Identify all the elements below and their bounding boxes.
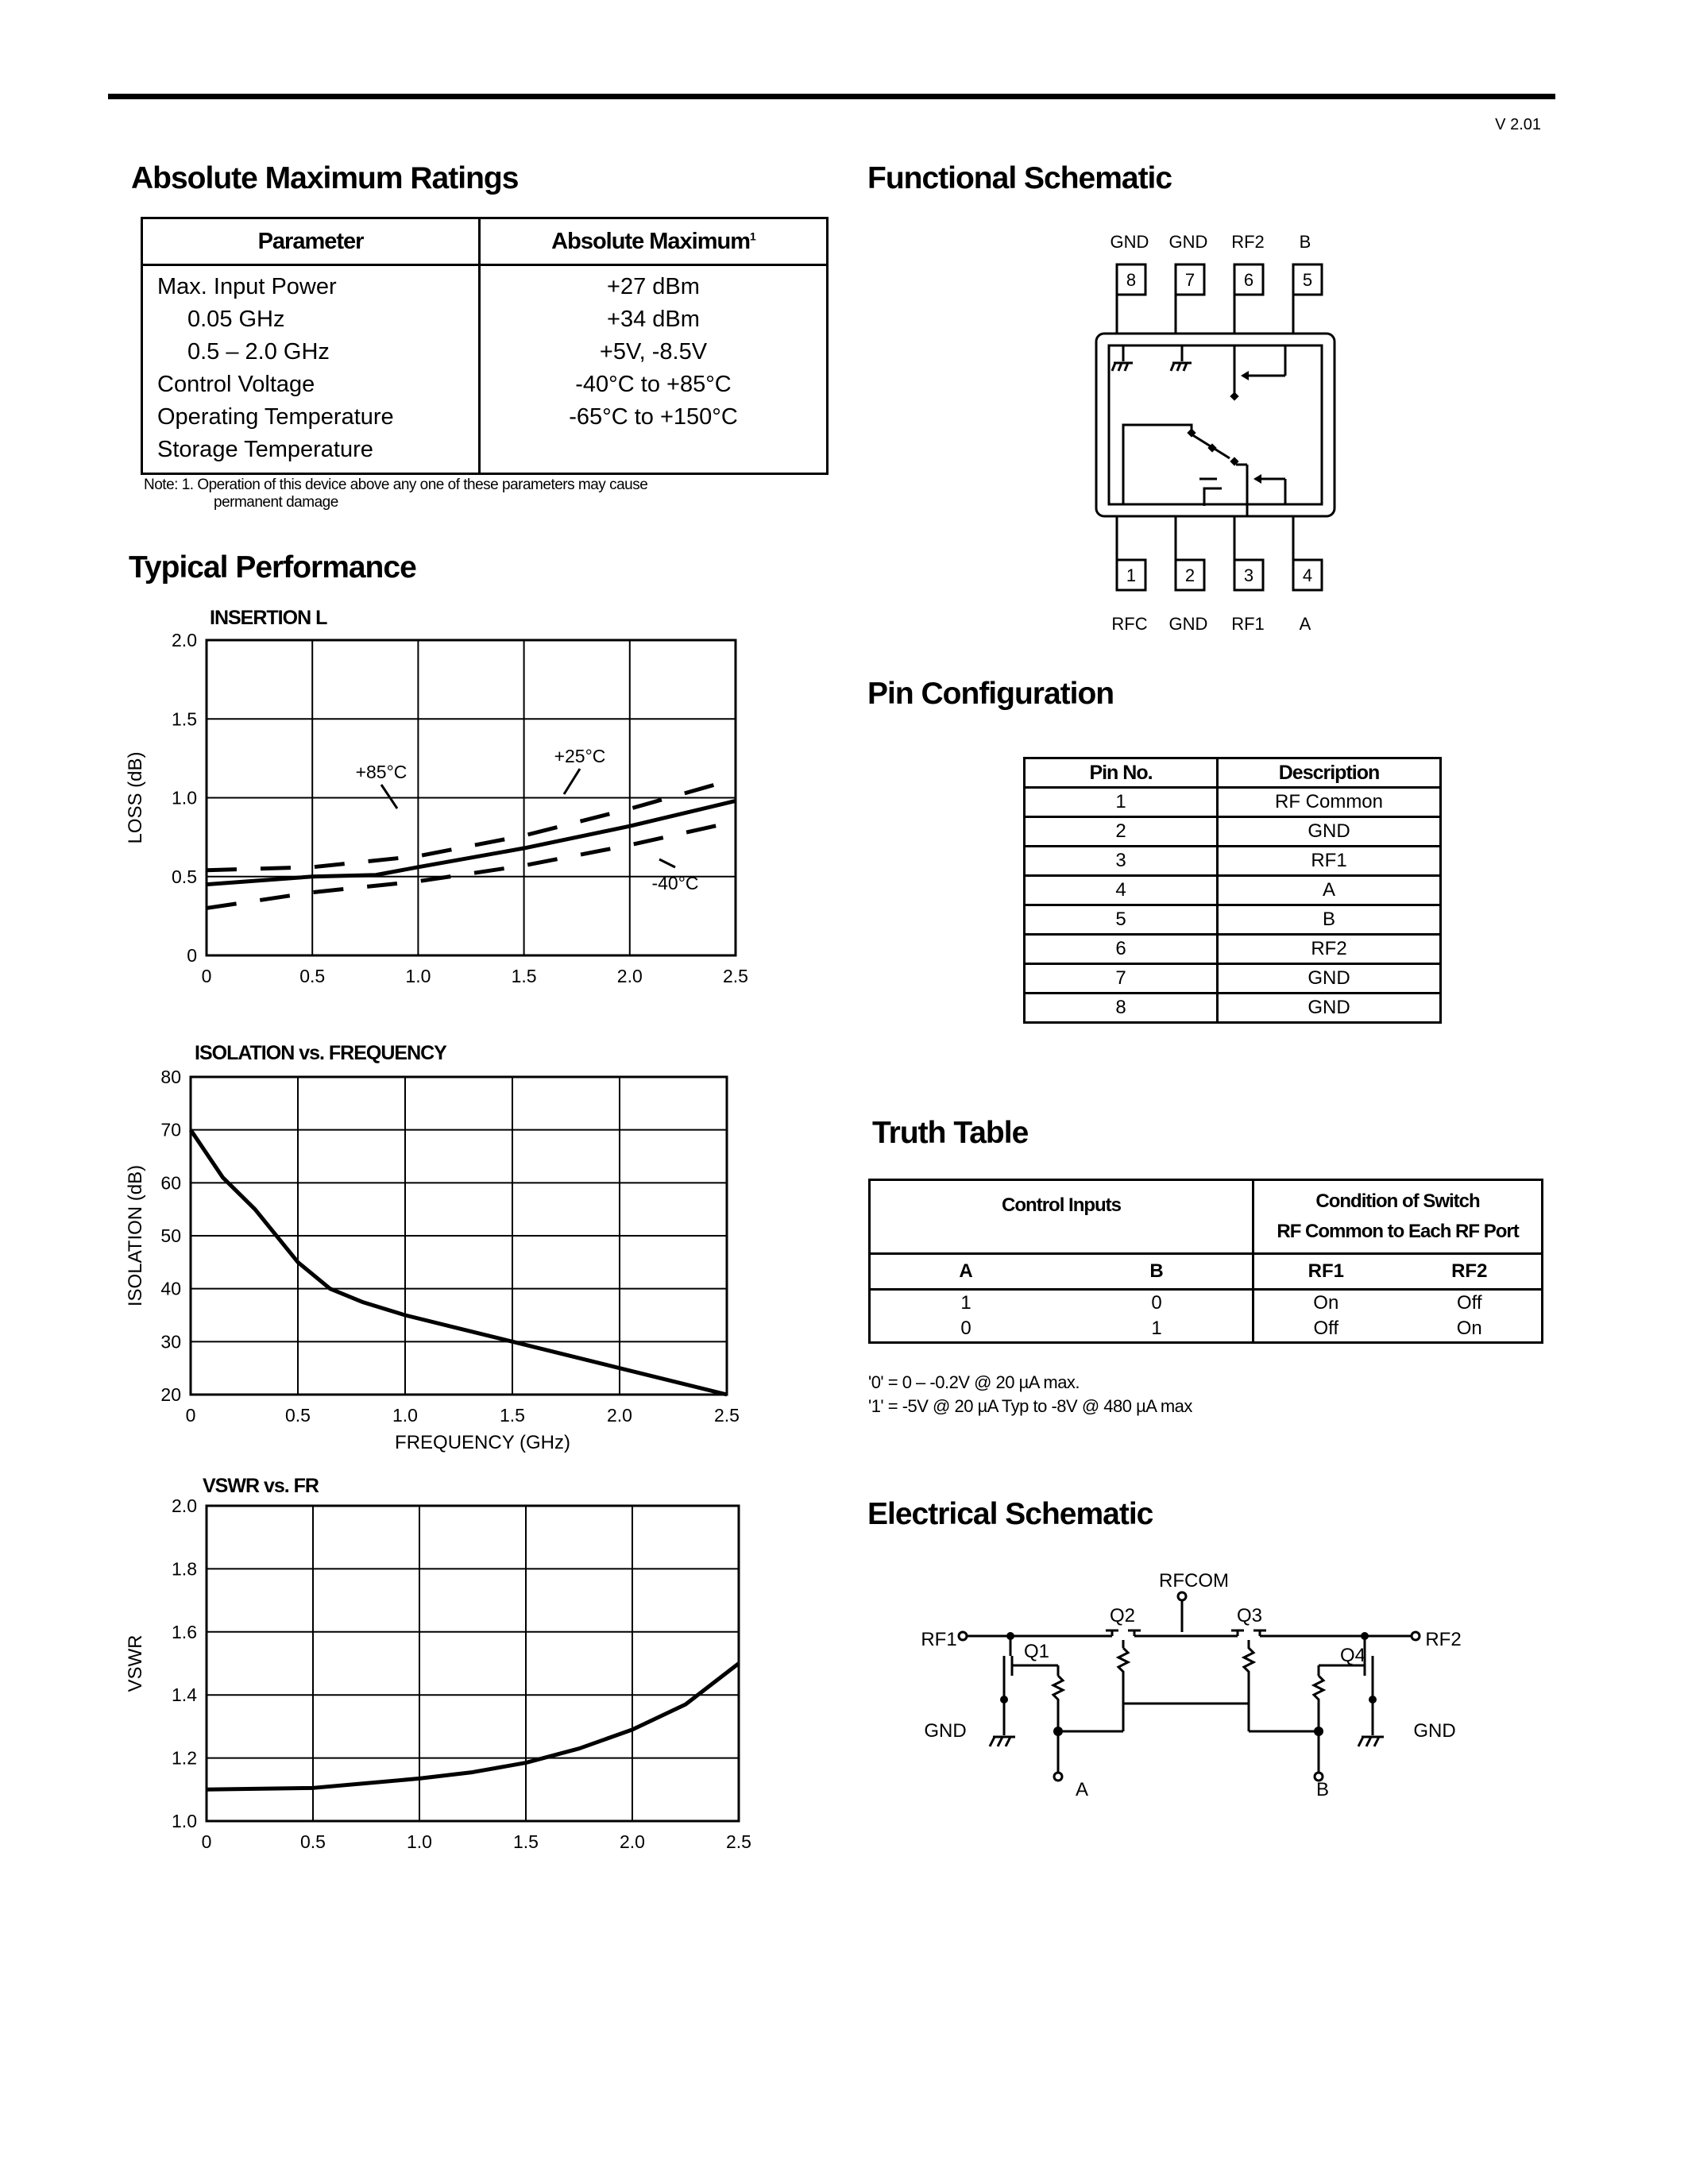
table-row (1025, 847, 1441, 876)
x-tick-label: 0 (201, 1831, 212, 1852)
amr-parameter-column (142, 265, 480, 474)
pin-config-heading: Pin Configuration (867, 677, 1114, 711)
pin-number-8: 8 (1126, 270, 1137, 290)
pin-number: 5 (1025, 905, 1218, 935)
pin-number: 2 (1025, 817, 1218, 847)
y-tick-label: 30 (160, 1331, 181, 1352)
rf1-terminal (959, 1632, 967, 1640)
pin-number-5: 5 (1302, 270, 1313, 290)
y-tick-label: 20 (160, 1384, 181, 1405)
y-tick-label: 1.6 (172, 1621, 197, 1642)
pin-description: A (1218, 876, 1441, 905)
x-tick-label: 2.0 (616, 966, 643, 986)
insertion-loss-chart (119, 627, 763, 1001)
truth-heading: Truth Table (872, 1116, 1029, 1150)
amr-value: -40°C to +85°C (575, 372, 732, 397)
x-tick-label: 0.5 (299, 966, 326, 986)
amr-table (141, 217, 829, 475)
pin-label-rf1: RF1 (1231, 614, 1265, 634)
series-line (207, 801, 736, 884)
series-annotation: -40°C (651, 873, 699, 893)
pin-label-b: B (1299, 232, 1311, 252)
amr-value: +34 dBm (607, 307, 700, 332)
truth-table (868, 1179, 1543, 1344)
truth-header-control: Control Inputs (870, 1180, 1253, 1254)
rfcom-terminal (1178, 1592, 1186, 1600)
pin-label-rfc: RFC (1111, 614, 1148, 634)
x-tick-label: 2.5 (726, 1831, 751, 1852)
amr-param: Max. Input Power (157, 274, 337, 299)
truth-header-condition: Condition of Switch RF Common to Each RF Port (1253, 1180, 1543, 1254)
annotation-arrow (564, 769, 580, 794)
label-q2: Q2 (1109, 1605, 1136, 1626)
label-gnd-right: GND (1413, 1720, 1456, 1742)
y-tick-label: 80 (160, 1067, 181, 1087)
label-rf1: RF1 (921, 1629, 957, 1650)
amr-value: +27 dBm (607, 274, 700, 299)
table-row (870, 1290, 1543, 1317)
x-tick-label: 2.5 (723, 966, 748, 986)
typical-heading: Typical Performance (129, 550, 416, 585)
pin-header-desc: Description (1218, 758, 1441, 788)
y-tick-label: 0.5 (172, 866, 197, 887)
isolation-chart (119, 1064, 755, 1469)
functional-heading: Functional Schematic (867, 161, 1172, 195)
y-tick-label: 1.8 (172, 1558, 197, 1580)
label-b: B (1315, 1779, 1330, 1800)
truth-notes (868, 1371, 1192, 1418)
table-row (1025, 935, 1441, 964)
label-a: A (1075, 1779, 1089, 1800)
table-row (1025, 788, 1441, 817)
pin-description: GND (1218, 994, 1441, 1023)
functional-schematic (1080, 226, 1342, 639)
amr-note-line2: permanent damage (214, 494, 338, 511)
amr-note (144, 477, 859, 511)
amr-heading: Absolute Maximum Ratings (131, 161, 519, 195)
y-tick-label: 1.2 (172, 1747, 197, 1769)
vswr-chart (119, 1493, 763, 1866)
amr-param: 0.5 – 2.0 GHz (187, 339, 330, 365)
x-tick-label: 2.0 (607, 1405, 632, 1426)
table-row (1025, 876, 1441, 905)
table-row (1025, 994, 1441, 1023)
label-rf2: RF2 (1425, 1629, 1462, 1650)
amr-value-column (480, 265, 828, 474)
truth-note: '1' = -5V @ 20 µA Typ to -8V @ 480 µA max (868, 1396, 1192, 1416)
label-rfcom: RFCOM (1159, 1570, 1229, 1592)
pin-description: GND (1218, 964, 1441, 994)
truth-cell: 0 (1151, 1292, 1162, 1314)
y-axis-label: LOSS (dB) (125, 751, 146, 844)
x-tick-label: 0 (201, 966, 212, 986)
x-tick-label: 0.5 (285, 1405, 311, 1426)
y-tick-label: 40 (160, 1278, 181, 1299)
pin-number: 8 (1025, 994, 1218, 1023)
series-line (207, 1664, 739, 1790)
amr-value: +5V, -8.5V (599, 339, 708, 365)
pin-number: 7 (1025, 964, 1218, 994)
truth-sub-rf1: RF1 (1253, 1254, 1398, 1290)
electrical-schematic (914, 1561, 1477, 1815)
series-annotation: +85°C (355, 762, 408, 782)
pin-description: RF2 (1218, 935, 1441, 964)
y-tick-label: 1.0 (172, 787, 197, 808)
header-rule (108, 94, 1555, 99)
label-gnd-left: GND (924, 1720, 967, 1742)
pin-number-7: 7 (1184, 270, 1196, 290)
truth-sub-a: A (870, 1254, 1062, 1290)
amr-note-line1: Note: 1. Operation of this device above any one of these parameters may cause (144, 477, 648, 493)
y-tick-label: 2.0 (172, 630, 197, 650)
series-annotation: +25°C (554, 746, 606, 766)
series-line (191, 1130, 727, 1395)
x-tick-label: 2.5 (714, 1405, 740, 1426)
x-tick-label: 0 (185, 1405, 196, 1426)
y-tick-label: 70 (160, 1119, 181, 1140)
truth-cell: Off (1253, 1316, 1398, 1343)
y-tick-label: 50 (160, 1225, 181, 1246)
x-tick-label: 1.5 (513, 1831, 539, 1852)
truth-sub-rf2: RF2 (1398, 1254, 1543, 1290)
x-tick-label: 1.0 (407, 1831, 432, 1852)
y-tick-label: 60 (160, 1172, 181, 1194)
chart1-title: INSERTION L (210, 607, 327, 629)
amr-header-max: Absolute Maximum$^1$ (480, 218, 828, 265)
truth-cell: 1 (1151, 1318, 1162, 1339)
y-tick-label: 1.5 (172, 708, 197, 730)
amr-param: Storage Temperature (157, 437, 373, 462)
chart2-title: ISOLATION vs. FREQUENCY (195, 1042, 446, 1064)
pin-number: 6 (1025, 935, 1218, 964)
pin-description: RF1 (1218, 847, 1441, 876)
pin-number-4: 4 (1302, 565, 1313, 585)
truth-cell: On (1253, 1290, 1398, 1317)
pin-header-no: Pin No. (1025, 758, 1218, 788)
version-label: V 2.01 (1495, 116, 1541, 133)
amr-value: -65°C to +150°C (569, 404, 738, 430)
table-row (1025, 905, 1441, 935)
pin-label-gnd-8: GND (1110, 232, 1149, 252)
series-line (207, 821, 736, 908)
amr-param: 0.05 GHz (187, 307, 285, 332)
table-row (1025, 817, 1441, 847)
amr-param: Control Voltage (157, 372, 315, 397)
label-q4: Q4 (1339, 1645, 1366, 1666)
y-tick-label: 1.0 (172, 1811, 197, 1831)
y-axis-label: VSWR (125, 1634, 146, 1692)
truth-cell: Off (1456, 1292, 1482, 1314)
pin-description: B (1218, 905, 1441, 935)
pin-number-6: 6 (1243, 270, 1254, 290)
x-tick-label: 2.0 (620, 1831, 645, 1852)
x-tick-label: 1.5 (511, 966, 537, 986)
pin-label-rf2: RF2 (1231, 232, 1265, 252)
amr-param: Operating Temperature (157, 404, 394, 430)
x-tick-label: 0.5 (300, 1831, 326, 1852)
x-tick-label: 1.0 (392, 1405, 418, 1426)
a-terminal (1054, 1773, 1062, 1781)
annotation-arrow (381, 785, 397, 808)
electrical-heading: Electrical Schematic (867, 1497, 1153, 1531)
label-q3: Q3 (1236, 1605, 1263, 1626)
table-row (870, 1316, 1543, 1343)
pin-label-gnd-2: GND (1168, 614, 1208, 634)
truth-cell: On (1456, 1318, 1482, 1339)
annotation-arrow (659, 859, 675, 867)
amr-header-parameter: Parameter (142, 218, 480, 265)
label-q1: Q1 (1023, 1641, 1050, 1662)
pin-description: RF Common (1218, 788, 1441, 817)
pin-number: 3 (1025, 847, 1218, 876)
y-tick-label: 1.4 (172, 1684, 197, 1706)
pin-number: 4 (1025, 876, 1218, 905)
truth-cell: 0 (960, 1318, 971, 1339)
x-tick-label: 1.5 (500, 1405, 525, 1426)
pin-number-1: 1 (1126, 565, 1137, 585)
x-tick-label: 1.0 (405, 966, 431, 986)
y-tick-label: 2.0 (172, 1495, 197, 1516)
y-axis-label: ISOLATION (dB) (125, 1164, 146, 1307)
pin-number: 1 (1025, 788, 1218, 817)
pin-number-2: 2 (1184, 565, 1196, 585)
pin-number-3: 3 (1243, 565, 1254, 585)
pin-description: GND (1218, 817, 1441, 847)
pin-label-gnd-7: GND (1168, 232, 1208, 252)
y-tick-label: 0 (187, 945, 197, 966)
pin-config-table (1023, 757, 1442, 1024)
b-terminal (1315, 1773, 1323, 1781)
table-row (1025, 964, 1441, 994)
truth-note: '0' = 0 – -0.2V @ 20 µA max. (868, 1372, 1080, 1392)
pin-label-a: A (1299, 614, 1311, 634)
rf2-terminal (1412, 1632, 1420, 1640)
chart3-title: VSWR vs. FR (203, 1475, 319, 1497)
truth-cell: 1 (960, 1292, 971, 1314)
truth-sub-b: B (1061, 1254, 1253, 1290)
x-axis-label: FREQUENCY (GHz) (395, 1432, 570, 1453)
